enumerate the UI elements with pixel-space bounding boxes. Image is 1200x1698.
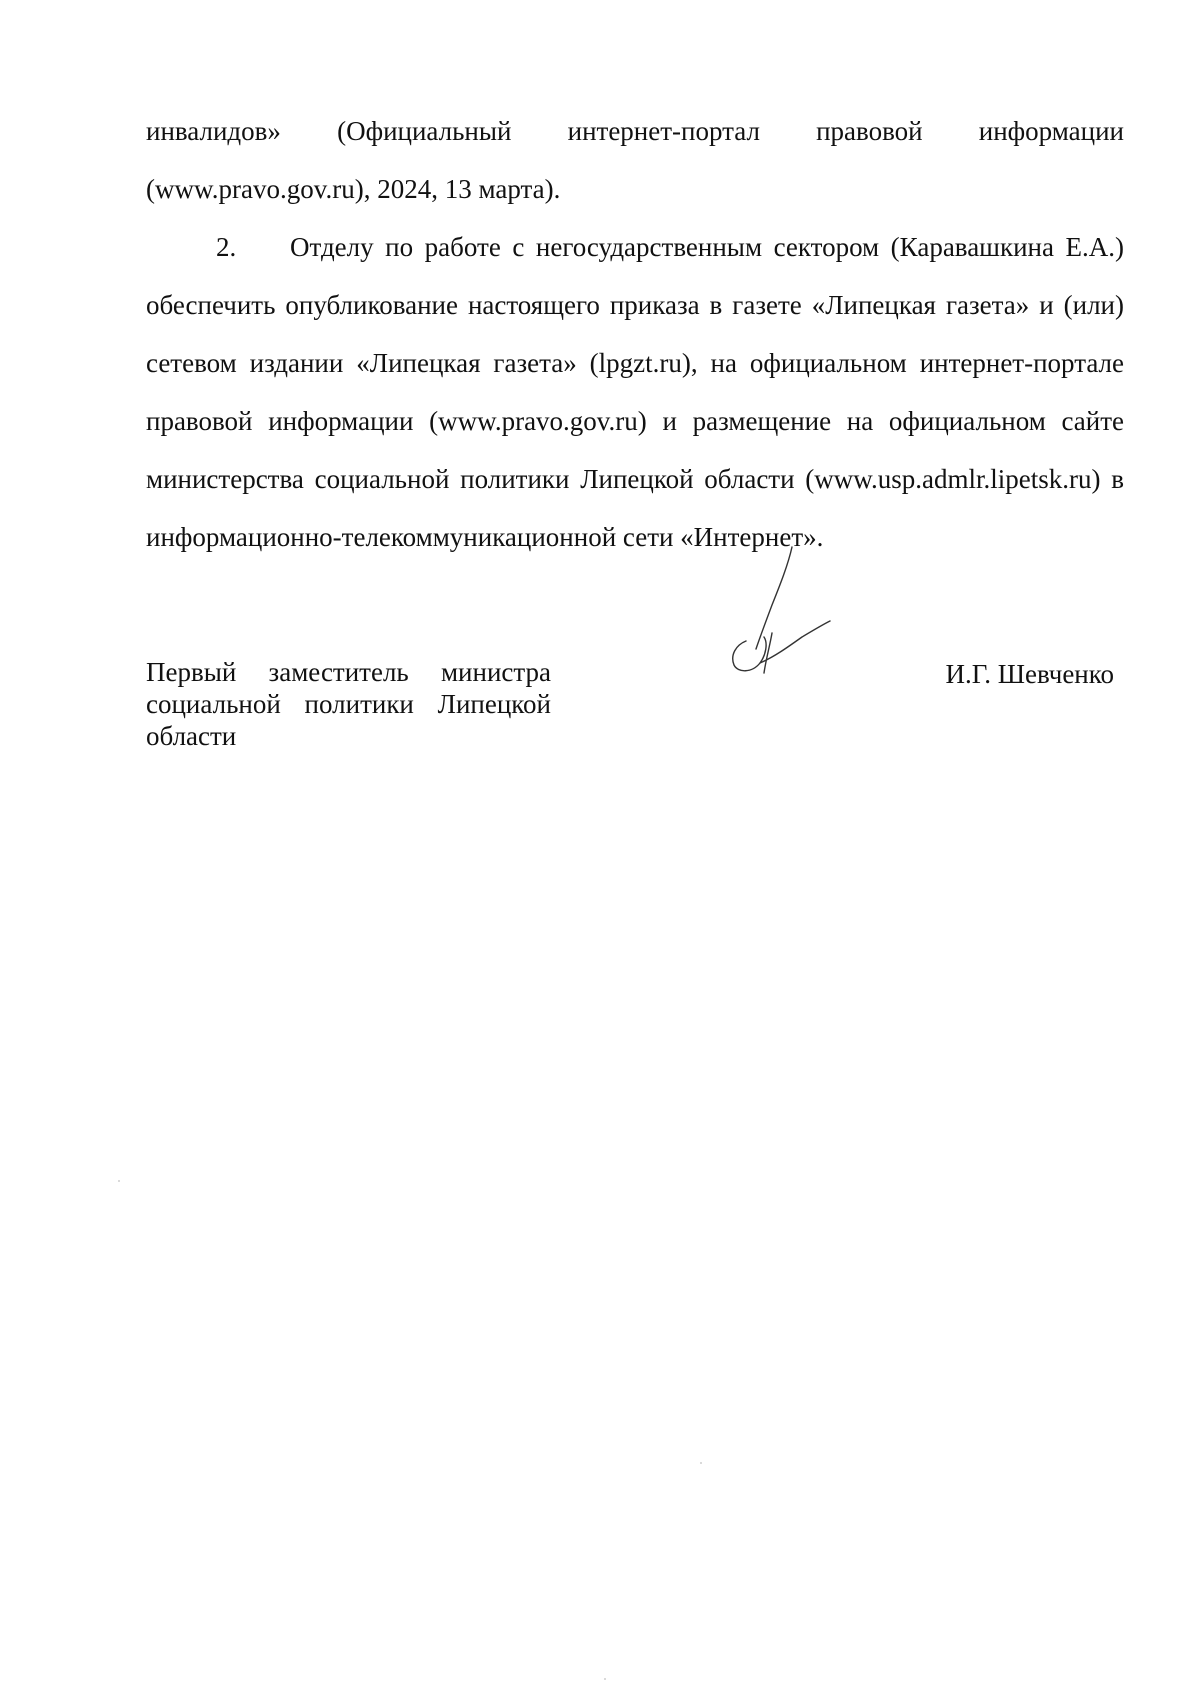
item-2-number: 2. — [216, 232, 237, 262]
scan-speck — [118, 1180, 120, 1182]
signature-block — [146, 656, 1124, 766]
scan-speck — [604, 1678, 606, 1680]
signer-title: Первый заместитель министра социальной политики Липецкой области — [146, 657, 551, 751]
signer-name: И.Г. Шевченко — [945, 659, 1114, 689]
scan-speck — [700, 1462, 702, 1464]
item-2-text: Отделу по работе с негосударственным сектором (Каравашкина Е.А.) обеспечить опубликование настоящего приказа в газете «Липецкая газета» и (или) сетевом издании «Липецкая газета» (lpgzt.ru), на официальном интернет-портале правовой информации (www.pravo.gov.ru) и размещение на официальном сайте министерства социальной политики Липецкой области (www.usp.admlr.lipetsk.ru) в информационно-телекоммуникационной сети «Интернет». — [146, 232, 1124, 552]
paragraph-continuation-text: инвалидов» (Официальный интернет-портал правовой информации (www.pravo.gov.ru), 2024, 13 марта). — [146, 116, 1124, 204]
paragraph-item-2 — [146, 218, 1124, 566]
paragraph-continuation — [146, 102, 1124, 218]
item-2-paragraph — [146, 218, 1124, 566]
